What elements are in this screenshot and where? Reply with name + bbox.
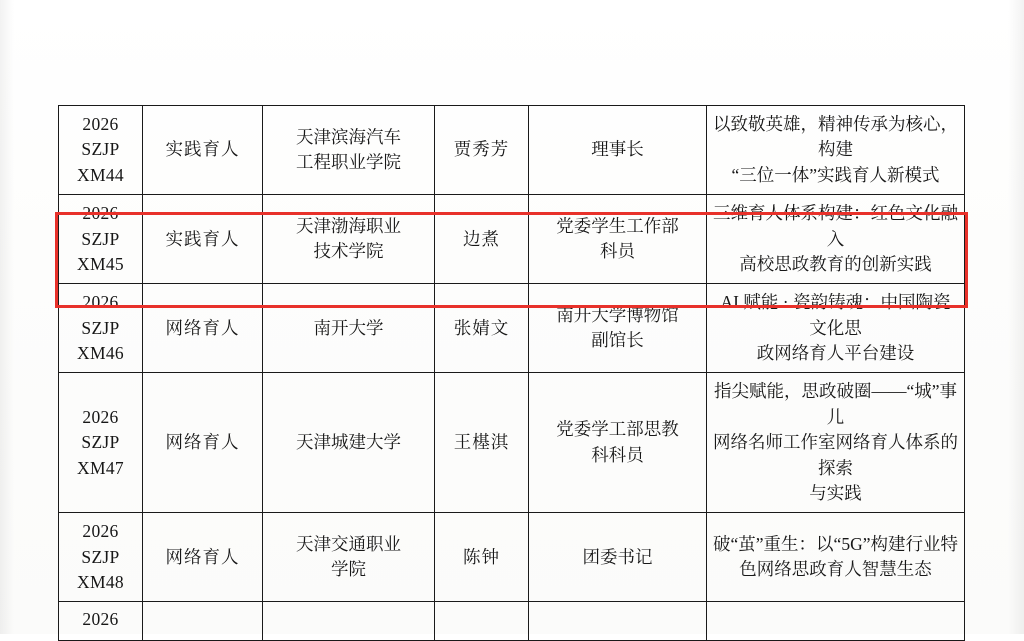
cell-organization xyxy=(263,373,435,513)
cell-person-name: 边煮 xyxy=(435,195,529,284)
title-line: 南开大学博物馆 xyxy=(556,304,679,325)
title-line: 党委学工部思教 xyxy=(556,419,679,440)
cell-education-type: 实践育人 xyxy=(143,106,263,195)
cell-education-type: 实践育人 xyxy=(143,195,263,284)
table-container xyxy=(58,105,964,641)
cell-job-title xyxy=(529,513,707,602)
cell-project-code xyxy=(59,373,143,513)
cell-project-code xyxy=(59,106,143,195)
cell-education-type: 网络育人 xyxy=(143,284,263,373)
cell-job-title xyxy=(529,284,707,373)
org-line: 技术学院 xyxy=(313,241,384,262)
cell-education-type: 网络育人 xyxy=(143,513,263,602)
cell-person-name: 张婧文 xyxy=(435,284,529,373)
cell-job-title xyxy=(529,602,707,641)
cell-organization xyxy=(263,284,435,373)
code-line: SZJP xyxy=(81,432,120,453)
code-line: SZJP xyxy=(81,228,120,249)
cell-project-name xyxy=(707,513,965,602)
project-line: “三位一体”实践育人新模式 xyxy=(731,164,940,185)
cell-job-title xyxy=(529,373,707,513)
code-line: 2026 xyxy=(82,292,119,313)
cell-project-code xyxy=(59,195,143,284)
cell-job-title xyxy=(529,195,707,284)
cell-project-name xyxy=(707,284,965,373)
code-line: SZJP xyxy=(81,317,120,338)
org-line: 学院 xyxy=(331,559,366,580)
table-row-partial xyxy=(59,602,965,641)
cell-project-code xyxy=(59,284,143,373)
page-edge-shadow-left xyxy=(0,0,14,634)
project-line: 以致敬英雄，精神传承为核心，构建 xyxy=(713,114,958,160)
code-line: 2026 xyxy=(82,114,119,134)
title-line: 科科员 xyxy=(591,444,644,465)
code-line: XM47 xyxy=(77,457,124,478)
org-line: 工程职业学院 xyxy=(296,152,401,173)
code-line: 2026 xyxy=(82,406,119,427)
cell-person-name: 陈钟 xyxy=(435,513,529,602)
project-line: 政网络育人平台建设 xyxy=(756,343,915,363)
cell-person-name xyxy=(435,602,529,641)
org-line: 天津滨海汽车 xyxy=(296,126,401,147)
project-line: 三维育人体系构建：红色文化融入 xyxy=(713,203,958,249)
cell-organization xyxy=(263,513,435,602)
project-line: 与实践 xyxy=(809,482,862,503)
table-row xyxy=(59,284,965,373)
title-line: 科员 xyxy=(600,241,635,262)
title-line: 团委书记 xyxy=(582,546,653,567)
title-line: 党委学生工作部 xyxy=(556,215,679,236)
project-line: 指尖赋能，思政破圈——“城”事儿 xyxy=(713,381,958,427)
project-line: 色网络思政育人智慧生态 xyxy=(739,559,932,580)
org-line: 天津渤海职业 xyxy=(296,215,401,236)
code-line: SZJP xyxy=(81,139,120,160)
code-line: 2026 xyxy=(82,609,119,630)
cell-education-type xyxy=(143,602,263,641)
page-edge-shadow-right xyxy=(1008,0,1024,634)
code-line: XM48 xyxy=(77,572,124,592)
cell-organization xyxy=(263,106,435,195)
code-line: XM46 xyxy=(77,343,124,363)
cell-person-name: 贾秀芳 xyxy=(435,106,529,195)
cell-organization xyxy=(263,602,435,641)
table-row xyxy=(59,106,965,195)
code-line: 2026 xyxy=(82,203,119,224)
code-line: 2026 xyxy=(82,521,119,542)
table-body xyxy=(59,106,965,641)
cell-person-name: 王樭淇 xyxy=(435,373,529,513)
cell-project-name xyxy=(707,195,965,284)
title-line: 理事长 xyxy=(591,139,644,160)
cell-project-name xyxy=(707,602,965,641)
cell-project-name xyxy=(707,373,965,513)
table-row xyxy=(59,373,965,513)
table-row xyxy=(59,513,965,602)
org-line: 南开大学 xyxy=(313,317,384,338)
cell-project-code xyxy=(59,602,143,641)
project-table xyxy=(58,105,965,641)
project-line: 破“茧”重生：以“5G”构建行业特 xyxy=(713,533,958,554)
org-line: 天津交通职业 xyxy=(296,533,401,554)
cell-organization xyxy=(263,195,435,284)
cell-job-title xyxy=(529,106,707,195)
title-line: 副馆长 xyxy=(591,330,644,351)
org-line: 天津城建大学 xyxy=(296,432,401,453)
table-row-highlighted xyxy=(59,195,965,284)
project-line: 高校思政教育的创新实践 xyxy=(739,253,932,274)
project-line: 网络名师工作室网络育人体系的探索 xyxy=(713,432,958,478)
cell-project-name xyxy=(707,106,965,195)
cell-education-type: 网络育人 xyxy=(143,373,263,513)
code-line: XM44 xyxy=(77,164,124,185)
project-line: AI 赋能 · 瓷韵铸魂：中国陶瓷文化思 xyxy=(720,292,951,338)
code-line: SZJP xyxy=(81,546,120,567)
code-line: XM45 xyxy=(77,253,124,274)
cell-project-code xyxy=(59,513,143,602)
